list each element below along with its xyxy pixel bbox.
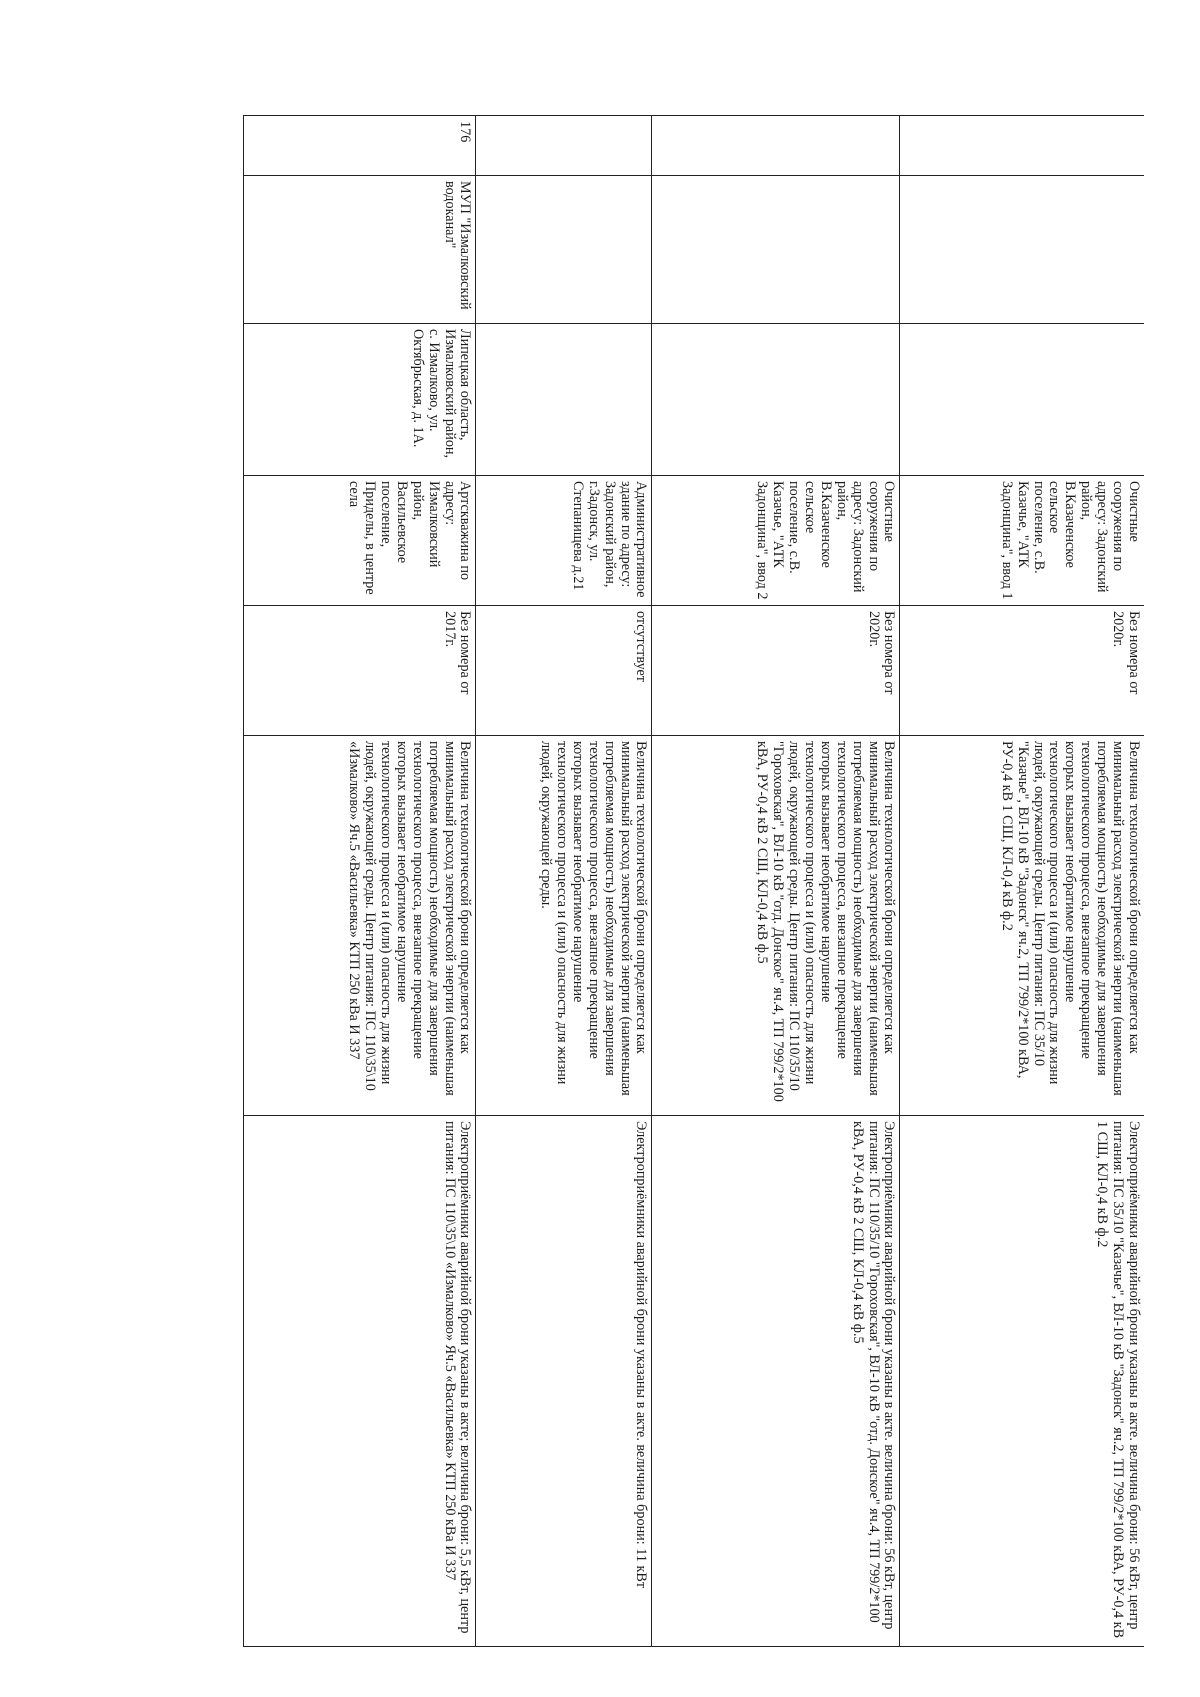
emergency-reserve-cell: Электроприёмники аварийной брони указаны в акте. величина брони: 56 кВт, центр питания: ПС 110/35/10 "Гороховская", ВЛ-10 кВ "отд. Донское" яч.4, ТП 799/2*100 кВА, РУ-0,4 кВ 2 СШ, КЛ-0,4 кВ ф.5 [652, 1116, 900, 1647]
emergency-reserve-cell: Электроприёмники аварийной брони указаны в акте. величина брони: 56 кВт, центр питания: ПС 35/10 "Казачье", ВЛ-10 кВ "Задонск" яч.2, ТП 799/2*100 кВА, РУ-0,4 кВ 1 СШ, КЛ-0,4 кВ ф.2 [900, 1116, 1144, 1647]
row-number-cell: 176 [244, 116, 476, 176]
tech-reserve-cell: Величина технологической брони определяется как минимальный расход электрической энергии (наименьшая потребляемая мощность) необходимые для завершения технологического процесса, внезапное прекращение которых вызывает необратимое нарушение технологического процесса и (или) опасность для жизни людей, окружающей среды. Центр питания: ПС 110\35\10 «Измалково» Яч.5 «Васильевка» КТП 250 кВа И 337 [244, 736, 476, 1116]
table-row [244, 116, 476, 1647]
row-number-cell [900, 116, 1144, 176]
table-row [476, 116, 652, 1647]
tech-reserve-cell: Величина технологической брони определяется как минимальный расход электрической энергии (наименьшая потребляемая мощность) необходимые для завершения технологического процесса, внезапное прекращение которых вызывает необратимое нарушение технологического процесса и (или) опасность для жизни людей, окружающей среды. Центр питания: ПС 35/10 "Казачье", ВЛ-10 кВ "Задонск" яч.2, ТП 799/2*100 кВА, РУ-0,4 кВ 1 СШ, КЛ-0,4 кВ ф.2 [900, 736, 1144, 1116]
object-cell: Артскважина по адресу: Измалковский район, Васильевское поселение, Приделы, в центре села [244, 476, 476, 606]
address-cell [476, 324, 652, 476]
act-cell: Без номера от 2020г. [652, 606, 900, 736]
emergency-reserve-cell: Электроприёмники аварийной брони указаны в акте. величина брони: 11 кВт [476, 1116, 652, 1647]
organization-cell [652, 176, 900, 324]
object-cell: Административное здание по адресу: Задонский район, г.Задонск, ул. Степанищева д.21 [476, 476, 652, 606]
row-number-cell [476, 116, 652, 176]
row-number-cell [652, 116, 900, 176]
tech-reserve-cell: Величина технологической брони определяется как минимальный расход электрической энергии (наименьшая потребляемая мощность) необходимые для завершения технологического процесса, внезапное прекращение которых вызывает необратимое нарушение технологического процесса и (или) опасность для жизни людей, окружающей среды. Центр питания: ПС 110/35/10 "Гороховская", ВЛ-10 кВ "отд. Донское" яч.4, ТП 799/2*100 кВА, РУ-0,4 кВ 2 СШ, КЛ-0,4 кВ ф.5 [652, 736, 900, 1116]
table-row [652, 116, 900, 1647]
organization-cell: МУП "Измалковский водоканал" [244, 176, 476, 324]
object-cell: Очистные сооружения по адресу: Задонский район, В.Казаченское сельское поселение, с.В. Казачье, "АТК Задонщина", ввод 1 [900, 476, 1144, 606]
organization-cell [476, 176, 652, 324]
address-cell [652, 324, 900, 476]
address-cell: Липецкая область, Измалковский район, с. Измалково, ул. Октябрьская, д. 1А. [244, 324, 476, 476]
act-cell: Без номера от 2017г. [244, 606, 476, 736]
object-cell: Очистные сооружения по адресу: Задонский район, В.Казаченское сельское поселение, с.В. Казачье, "АТК Задонщина", ввод 2 [652, 476, 900, 606]
organization-cell [900, 176, 1144, 324]
emergency-reserve-cell: Электроприёмники аварийной брони указаны в акте; величина брони: 5,5 кВт, центр питания: ПС 110\35\10 «Измалково» Яч.5 «Васильевка» КТП 250 кВа И 337 [244, 1116, 476, 1647]
table-row [900, 116, 1144, 1647]
act-cell: отсутствует [476, 606, 652, 736]
address-cell [900, 324, 1144, 476]
power-reserve-table [244, 115, 1145, 1647]
act-cell: Без номера от 2020г. [900, 606, 1144, 736]
tech-reserve-cell: Величина технологической брони определяется как минимальный расход электрической энергии (наименьшая потребляемая мощность) необходимые для завершения технологического процесса, внезапное прекращение которых вызывает необратимое нарушение технологического процесса и (или) опасность для жизни людей, окружающей среды. [476, 736, 652, 1116]
